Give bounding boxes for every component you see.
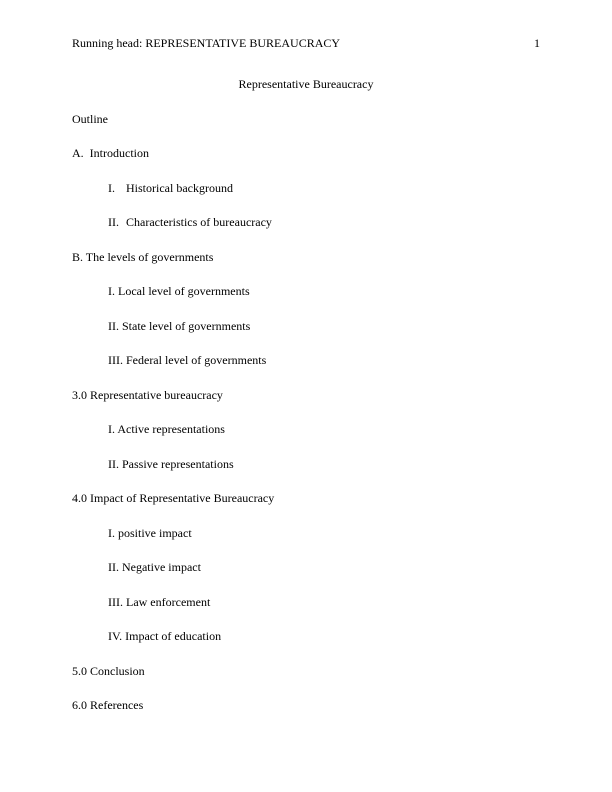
- outline-item: III. Law enforcement: [108, 595, 211, 609]
- outline-item-text: Characteristics of bureaucracy: [126, 215, 272, 229]
- section-heading: B. The levels of governments: [72, 250, 214, 264]
- outline-item: IV. Impact of education: [108, 629, 222, 643]
- outline-label: Outline: [72, 112, 108, 126]
- outline-item-number: I.: [108, 181, 115, 195]
- outline-item: III. Federal level of governments: [108, 353, 267, 367]
- section-heading: 3.0 Representative bureaucracy: [72, 388, 223, 402]
- section-heading: 5.0 Conclusion: [72, 664, 145, 678]
- outline-item: II. Negative impact: [108, 560, 201, 574]
- outline-item: II. Passive representations: [108, 457, 234, 471]
- outline-item-text: Historical background: [126, 181, 233, 195]
- outline-item-number: II.: [108, 215, 119, 229]
- outline-item: [108, 215, 272, 229]
- outline-item: I. Local level of governments: [108, 284, 250, 298]
- outline-item: I. Active representations: [108, 422, 225, 436]
- page-number: 1: [534, 36, 540, 50]
- running-head: Running head: REPRESENTATIVE BUREAUCRACY: [72, 36, 341, 50]
- outline-item: II. State level of governments: [108, 319, 251, 333]
- section-heading: A. Introduction: [72, 146, 149, 160]
- section-heading: 4.0 Impact of Representative Bureaucracy: [72, 491, 275, 505]
- outline-item: I. positive impact: [108, 526, 192, 540]
- document-title: Representative Bureaucracy: [238, 77, 374, 91]
- outline-item: [108, 181, 233, 195]
- section-heading: 6.0 References: [72, 698, 144, 712]
